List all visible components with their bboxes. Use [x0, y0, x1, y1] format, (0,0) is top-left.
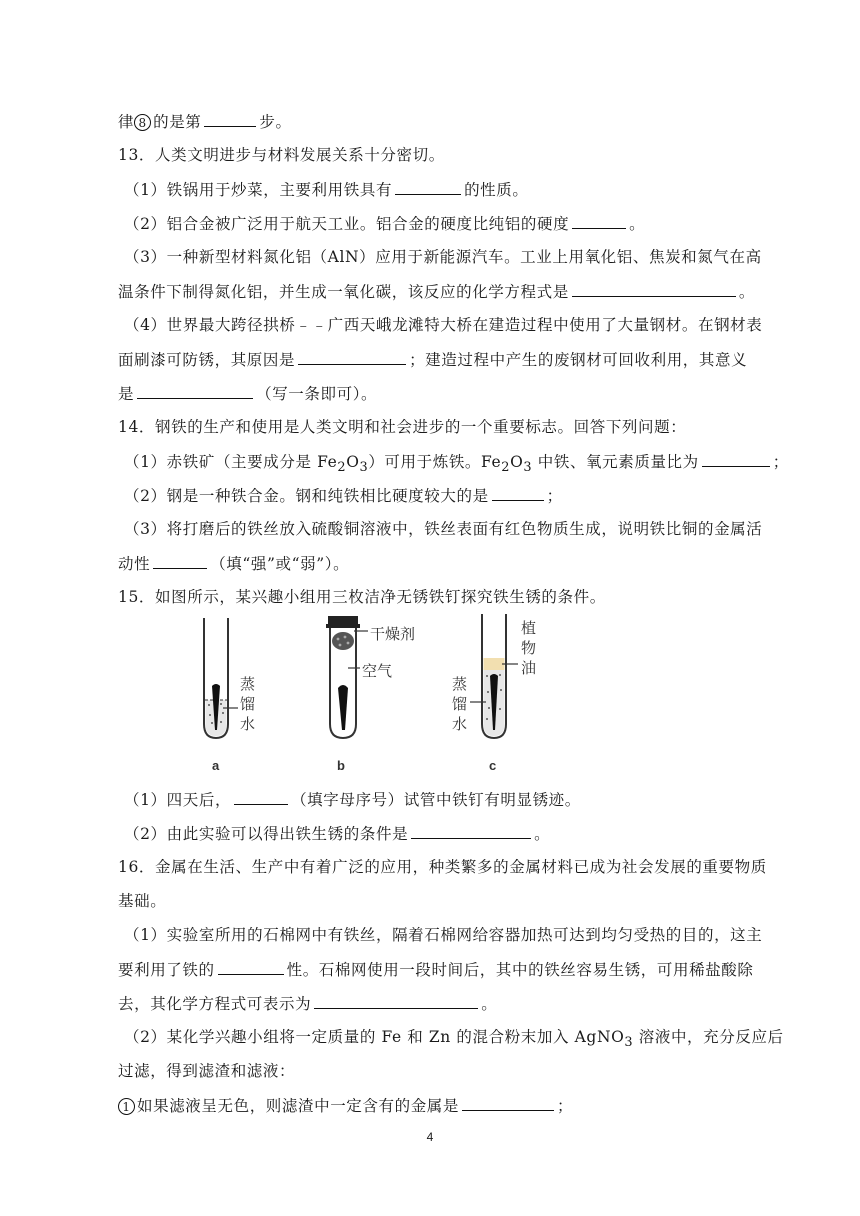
answer-blank[interactable] — [572, 212, 626, 229]
text: 。 — [481, 995, 498, 1013]
answer-blank[interactable] — [204, 110, 256, 127]
text: 是 — [118, 385, 135, 403]
answer-blank[interactable] — [411, 822, 531, 839]
answer-blank[interactable] — [234, 788, 288, 805]
question-13-4c — [118, 382, 742, 405]
text: 如果滤液呈无色，则滤渣中一定含有的金属是 — [137, 1097, 460, 1115]
subscript: 2 — [337, 460, 347, 476]
text: ）可用于炼铁。Fe — [368, 453, 502, 471]
text: 要利用了铁的 — [118, 961, 215, 979]
text: （2）由此实验可以得出铁生锈的条件是 — [124, 825, 409, 843]
text: 律 — [118, 113, 135, 131]
question-15-title: 15．如图所示，某兴趣小组用三枚洁净无锈铁钉探究铁生锈的条件。 — [118, 588, 606, 606]
question-14-3b — [118, 552, 742, 575]
text: O — [346, 453, 360, 471]
text: 。 — [629, 215, 646, 233]
question-13-3b — [118, 280, 755, 303]
text: （写一条即可）。 — [256, 385, 378, 403]
page-number: 4 — [426, 1130, 434, 1144]
tube-a — [204, 618, 238, 738]
label-a: a — [212, 758, 220, 773]
vegetable-oil-label: 植 物 油 — [521, 619, 537, 677]
text: ； — [772, 453, 789, 471]
text: （1）四天后， — [124, 791, 232, 809]
subscript: 2 — [501, 460, 511, 476]
question-16-1b — [118, 958, 754, 981]
answer-blank[interactable] — [153, 552, 207, 569]
answer-blank[interactable] — [298, 348, 406, 365]
circled-number: 1 — [118, 1098, 135, 1115]
text: 溶液中，充分反应后 — [633, 1028, 784, 1046]
answer-blank[interactable] — [572, 280, 736, 297]
answer-blank[interactable] — [395, 178, 461, 195]
question-15-1 — [124, 788, 742, 811]
question-13-title: 13．人类文明进步与材料发展关系十分密切。 — [118, 146, 445, 164]
label-b: b — [337, 758, 345, 773]
question-13-3a: （3）一种新型材料氮化铝（AlN）应用于新能源汽车。工业上用氧化铝、焦炭和氮气在高 — [124, 248, 762, 266]
label-c: c — [489, 758, 497, 773]
text: 去，其化学方程式可表示为 — [118, 995, 312, 1013]
question-16-1a: （1）实验室所用的石棉网中有铁丝，隔着石棉网给容器加热可达到均匀受热的目的，这主 — [124, 926, 763, 944]
text-line — [118, 110, 742, 133]
circled-number: 8 — [134, 114, 151, 131]
question-13-2 — [124, 212, 742, 235]
tube-c-water-label: 蒸 馏 水 — [452, 675, 468, 733]
text: （填字母序号）试管中铁钉有明显锈迹。 — [291, 791, 581, 809]
text: 中铁、氧元素质量比为 — [532, 453, 699, 471]
question-14-1 — [124, 450, 789, 479]
text: （2）某化学兴趣小组将一定质量的 Fe 和 Zn 的混合粉末加入 AgNO — [124, 1028, 625, 1046]
text: （2）铝合金被广泛用于航天工业。铝合金的硬度比纯铝的硬度 — [124, 215, 570, 233]
answer-blank[interactable] — [137, 382, 253, 399]
text: （填“强”或“弱”）。 — [210, 555, 350, 573]
subscript: 3 — [624, 1035, 634, 1051]
question-14-3a: （3）将打磨后的铁丝放入硫酸铜溶液中，铁丝表面有红色物质生成，说明铁比铜的金属活 — [124, 520, 763, 538]
subscript: 3 — [359, 460, 369, 476]
text: （1）铁锅用于炒菜，主要利用铁具有 — [124, 181, 393, 199]
answer-blank[interactable] — [702, 450, 770, 467]
question-16-2c — [118, 1094, 742, 1117]
question-13-4b — [118, 348, 748, 371]
tube-a-water-label: 蒸 馏 水 — [240, 675, 256, 733]
text: 。 — [534, 825, 551, 843]
text: （1）赤铁矿（主要成分是 Fe — [124, 453, 338, 471]
text: 面刷漆可防锈，其原因是 — [118, 351, 296, 369]
air-label: 空气 — [362, 662, 393, 680]
text: 的是第 — [153, 113, 202, 131]
text: 步。 — [259, 113, 292, 131]
desiccant-label: 干燥剂 — [370, 625, 416, 643]
answer-blank[interactable] — [492, 484, 544, 501]
test-tube-figure — [190, 612, 550, 782]
question-16-a: 16．金属在生活、生产中有着广泛的应用，种类繁多的金属材料已成为社会发展的重要物质 — [118, 858, 767, 876]
text: ； — [546, 487, 563, 505]
text: （2）钢是一种铁合金。钢和纯铁相比硬度较大的是 — [124, 487, 489, 505]
question-16-2a — [124, 1026, 784, 1054]
answer-blank[interactable] — [314, 992, 478, 1009]
tube-c — [470, 614, 518, 738]
question-16-b: 基础。 — [118, 892, 167, 910]
text: 性。石棉网使用一段时间后，其中的铁丝容易生锈，可用稀盐酸除 — [286, 961, 754, 979]
text: ；建造过程中产生的废钢材可回收利用，其意义 — [409, 351, 748, 369]
question-16-2b: 过滤，得到滤渣和滤液： — [118, 1062, 296, 1080]
question-13-4a: （4）世界最大跨径拱桥﹣﹣广西天峨龙滩特大桥在建造过程中使用了大量钢材。在钢材表 — [124, 316, 763, 334]
text: 温条件下制得氮化铝，并生成一氧化碳，该反应的化学方程式是 — [118, 283, 569, 301]
text: 。 — [738, 283, 755, 301]
question-13-1 — [124, 178, 742, 201]
text: ； — [557, 1097, 574, 1115]
question-14-2 — [124, 484, 742, 507]
text: O — [510, 453, 524, 471]
answer-blank[interactable] — [462, 1094, 554, 1111]
text: 动性 — [118, 555, 151, 573]
question-14-title: 14．钢铁的生产和使用是人类文明和社会进步的一个重要标志。回答下列问题： — [118, 418, 687, 436]
text: 的性质。 — [464, 181, 529, 199]
subscript: 3 — [523, 460, 533, 476]
question-15-2 — [124, 822, 742, 845]
question-16-1c — [118, 992, 742, 1015]
answer-blank[interactable] — [218, 958, 284, 975]
